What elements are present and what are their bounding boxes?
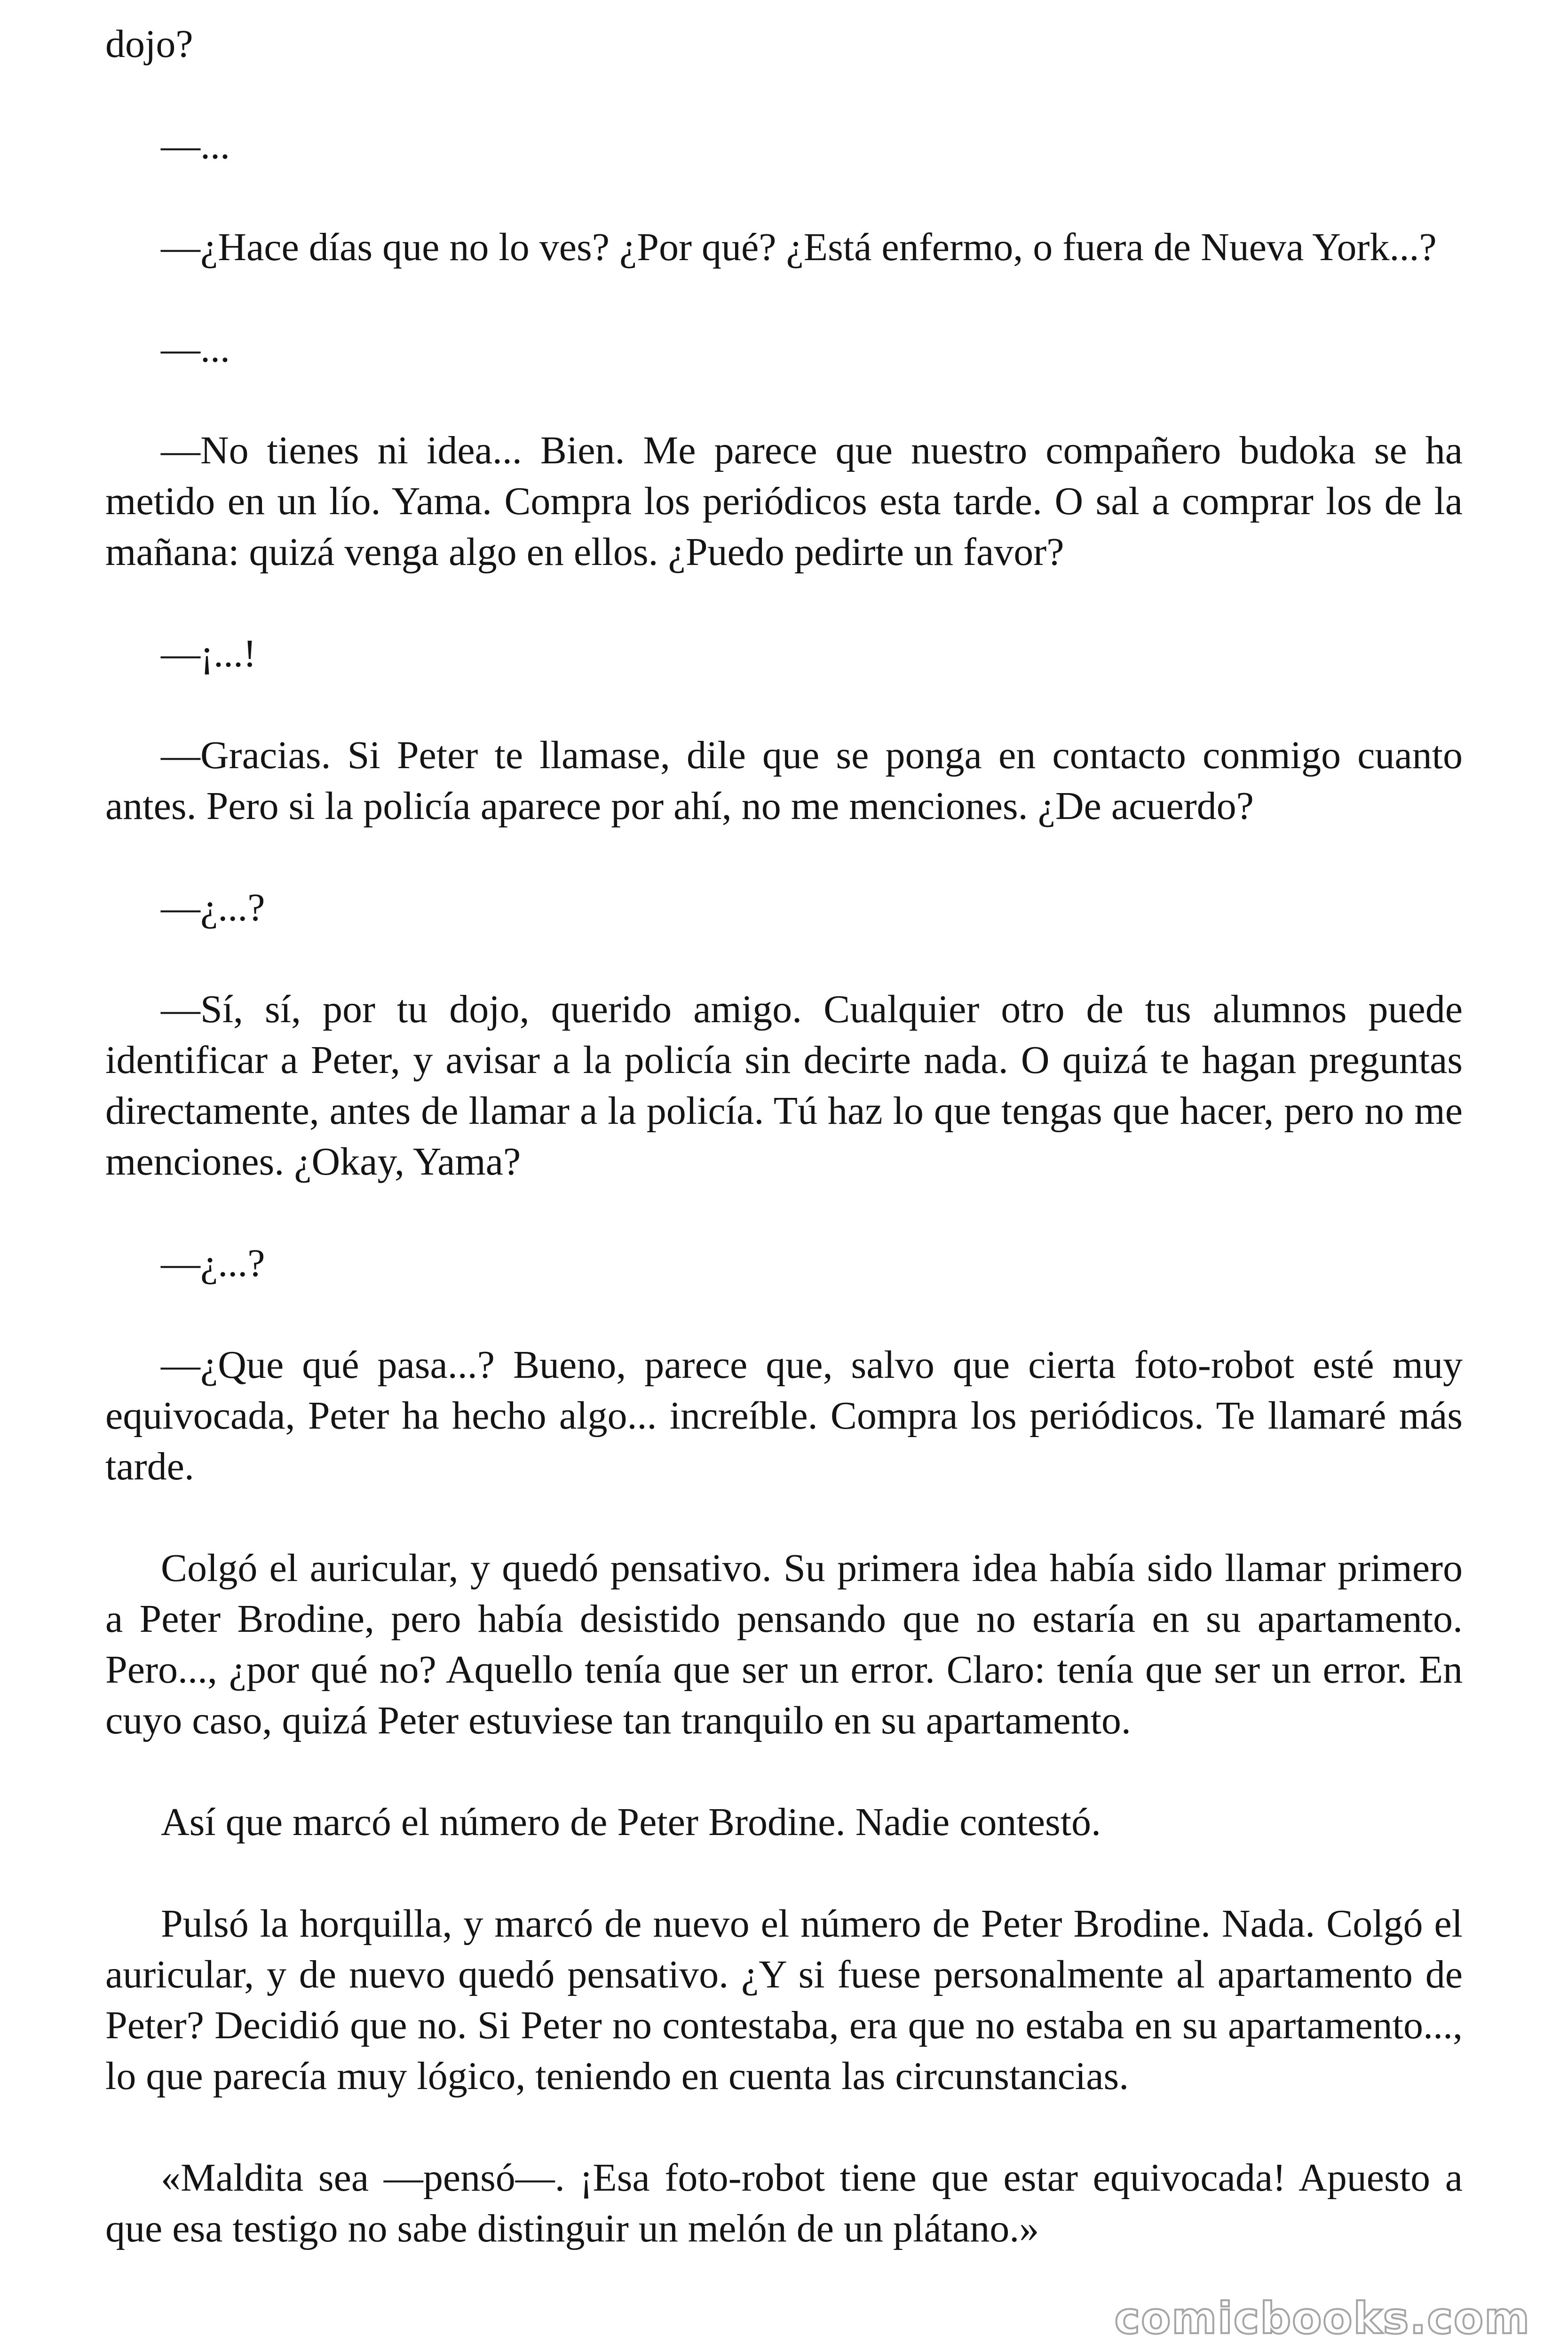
dialogue-line: —¿...? — [161, 1241, 265, 1285]
watermark-logo: comicbooks.com — [1114, 2293, 1530, 2344]
dialogue-line: —¿Hace días que no lo ves? ¿Por qué? ¿Está enfermo, o fuera de Nueva York...? — [161, 225, 1437, 269]
dialogue-line: —¡...! — [161, 632, 256, 675]
dialogue-line: —¿...? — [161, 886, 265, 930]
narrative-paragraph: Pulsó la horquilla, y marcó de nuevo el número de Peter Brodine. Nada. Colgó el auricular, y de nuevo quedó pensativo. ¿Y si fuese personalmente al apartamento de Peter? Decidió que no. Si Peter no contestaba, era que no estaba en su apartamento..., lo que parecía muy lógico, teniendo en cuenta las circunstancias. — [105, 1902, 1463, 2098]
book-page — [105, 19, 1463, 2305]
narrative-paragraph: Colgó el auricular, y quedó pensativo. Su primera idea había sido llamar primero a Peter Brodine, pero había desistido pensando que no estaría en su apartamento. Pero..., ¿por qué no? Aquello tenía que ser un error. Claro: tenía que ser un error. En cuyo caso, quizá Peter estuviese tan tranquilo en su apartamento. — [105, 1546, 1463, 1742]
dialogue-line: —Gracias. Si Peter te llamase, dile que se ponga en contacto conmigo cuanto antes. Pero si la policía aparece por ahí, no me menciones. ¿De acuerdo? — [105, 733, 1463, 828]
dialogue-line: —No tienes ni idea... Bien. Me parece que nuestro compañero budoka se ha metido en un lío. Yama. Compra los periódicos esta tarde. O sal a comprar los de la mañana: quizá venga algo en ellos. ¿Puedo pedirte un favor? — [105, 429, 1463, 574]
dialogue-line: —Sí, sí, por tu dojo, querido amigo. Cualquier otro de tus alumnos puede identificar a Peter, y avisar a la policía sin decirte nada. O quizá te hagan preguntas directamente, antes de llamar a la policía. Tú haz lo que tengas que hacer, pero no me menciones. ¿Okay, Yama? — [105, 987, 1463, 1184]
narrative-paragraph: «Maldita sea —pensó—. ¡Esa foto-robot tiene que estar equivocada! Apuesto a que esa testigo no sabe distinguir un melón de un plátano.» — [105, 2156, 1463, 2250]
dialogue-line: —... — [161, 124, 230, 167]
narrative-paragraph: Así que marcó el número de Peter Brodine. Nadie contestó. — [161, 1800, 1101, 1844]
dialogue-line: —¿Que qué pasa...? Bueno, parece que, salvo que cierta foto-robot esté muy equivocada, Peter ha hecho algo... increíble. Compra los periódicos. Te llamaré más tarde. — [105, 1343, 1463, 1488]
paragraph-continuation: dojo? — [105, 22, 193, 66]
dialogue-line: —... — [161, 327, 230, 371]
